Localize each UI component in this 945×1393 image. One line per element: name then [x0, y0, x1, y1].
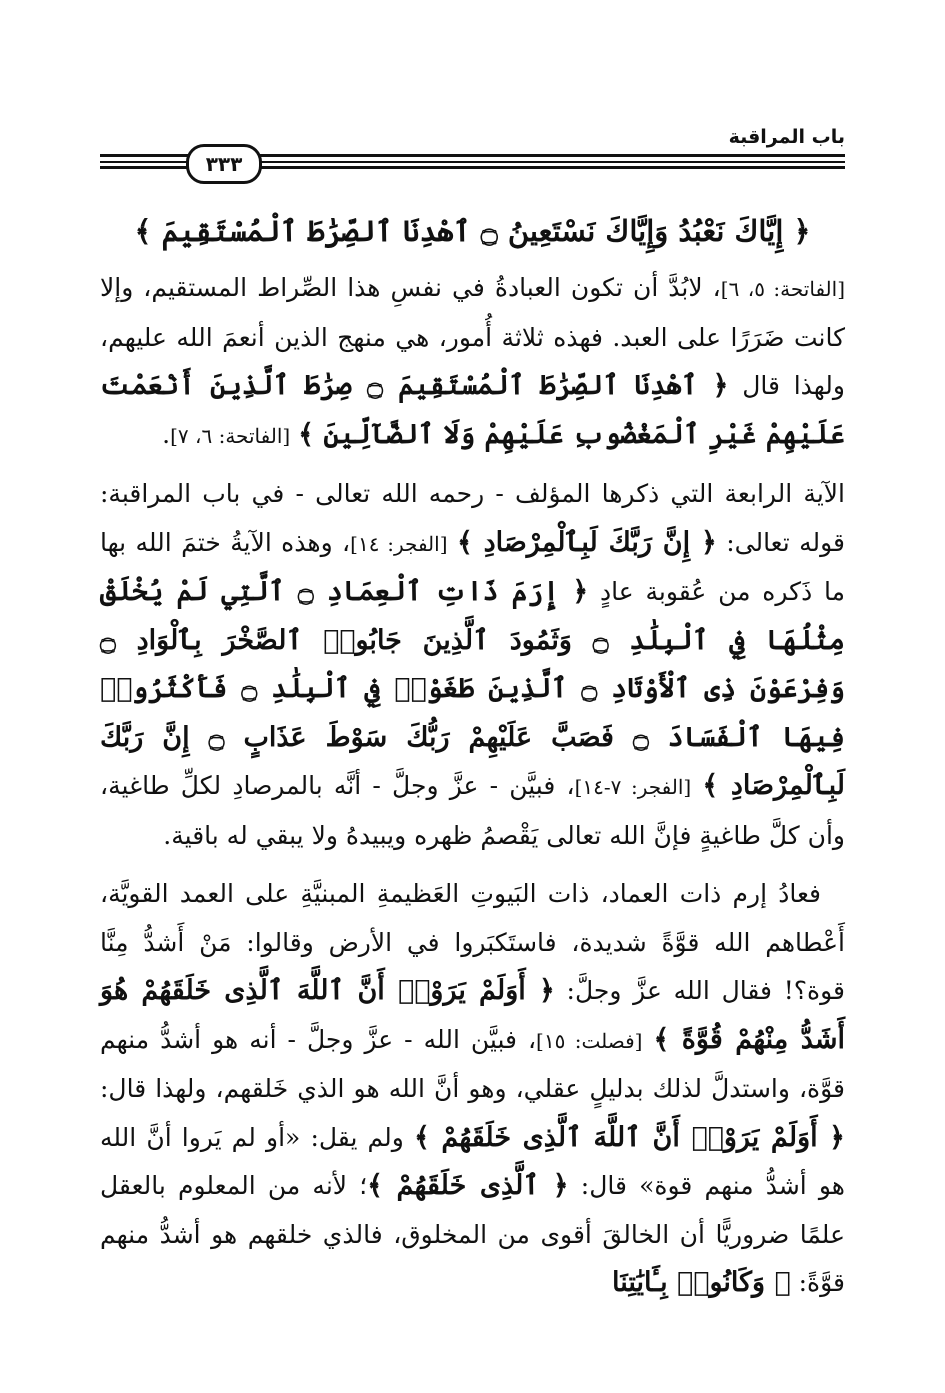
paragraph-text: فعادُ إرم ذات العماد، ذات البَيوتِ العَظيمةِ المبنيَّةِ على العمد القويَّة، أَعْطاهم الله قوَّةً شديدة، فاستَكبَروا في الأرض وقالوا: مَنْ أَشدُّ مِنَّا قوة؟! فقال الله عزَّ وجلَّ: [100, 879, 845, 1005]
quran-verse: ﴿ إِيَّاكَ نَعْبُدُ وَإِيَّاكَ نَسْتَعِينُ ۝ ٱهْدِنَا ٱلصِّرَٰطَ ٱلْمُسْتَقِيمَ ﴾ [134, 214, 811, 248]
verse-reference: [الفاتحة: ٥، ٦] [720, 277, 846, 301]
verse-reference: [الفجر: ٧-١٤] [574, 775, 692, 799]
paragraph-text: ، فبيَّن - عزَّ وجلَّ - أنَّه بالمرصادِ لكلِّ طاغية، وأن كلَّ طاغيةٍ فإنَّ الله تعالى يَقْصمُ ظهره ويبيدهُ ولا يبقي له باقية. [100, 771, 845, 850]
chapter-title: باب المراقبة [728, 126, 845, 148]
paragraph [100, 470, 845, 860]
page-number: ٣٣٣ [186, 144, 262, 184]
paragraph: [الفاتحة: ٥، ٦]، لابُدَّ أن تكون العبادةُ في نفسِ هذا الصِّراط المستقيم، وإلا كانت ضَرَرًا على العبد. فهذه ثلاثة أُمور، هي منهج الذين أنعمَ الله عليهم، ولهذا قال ﴿ ٱهْدِنَا ٱلصِّرَٰطَ ٱلْمُسْتَقِيمَ ۝ صِرَٰطَ ٱلَّذِينَ أَنْعَمْتَ عَلَيْهِمْ غَيْرِ ٱلْمَغْضُوبِ عَلَيْهِمْ وَلَا ٱلضَّآلِّينَ ﴾ [الفاتحة: ٦، ٧]. [100, 273, 846, 450]
paragraph-text: ولم يقل: «أو لم يَروا أنَّ الله هو أشدُّ منهم قوة» قال: [100, 1122, 845, 1200]
paragraph-text: ، فبيَّن الله - عزَّ وجلَّ - أنه هو أشدُّ منهم قوَّة، واستدلَّ لذلك بدليلٍ عقلي، وهو أنَّ الله هو الذي خَلقهم، ولهذا قال: [100, 1024, 845, 1103]
quran-verse: ﴿ ٱلَّذِى خَلَقَهُمْ ﴾ [367, 1170, 569, 1201]
paragraph-text: الآية الرابعة التي ذكرها المؤلف - رحمه الله تعالى - في باب المراقبة: قوله تعالى: [100, 479, 845, 557]
quran-verse: ﴿ أَوَلَمْ يَرَوْا۟ أَنَّ ٱللَّهَ ٱلَّذِى خَلَقَهُمْ ﴾ [413, 1121, 845, 1153]
quran-verse: ﴿ وَكَانُوا۟ بِـَٔايَٰتِنَا [611, 1267, 791, 1298]
paragraph [100, 870, 845, 1308]
paragraph-text: ، وهذه الآيةُ ختمَ الله بها ما ذَكره من عُقوبة عادٍ [100, 527, 846, 606]
paragraph-text: ؛ لأنه من المعلوم بالعقل علمًا ضروريًّا أن الخالقَ أقوى من المخلوق، فالذي خلقهم هو أشدُّ منهم قوَّةً: [100, 1171, 845, 1297]
quran-verse: ﴿ إِنَّ رَبَّكَ لَبِٱلْمِرْصَادِ ﴾ [456, 526, 717, 558]
quran-verse: ﴿ إِرَمَ ذَاتِ ٱلْعِمَادِ ۝ ٱلَّتِي لَمْ يُخْلَقْ مِثْلُهَا فِي ٱلْبِلَٰدِ ۝ وَثَمُودَ ٱلَّذِينَ جَابُوا۟ ٱلصَّخْرَ بِٱلْوَادِ ۝ وَفِرْعَوْنَ ذِى ٱلْأَوْتَادِ ۝ ٱلَّذِينَ طَغَوْا۟ فِي ٱلْبِلَٰدِ ۝ فَأَكْثَرُوا۟ فِيهَا ٱلْفَسَادَ ۝ فَصَبَّ عَلَيْهِمْ رَبُّكَ سَوْطَ عَذَابٍ ۝ إِنَّ رَبَّكَ لَبِٱلْمِرْصَادِ ﴾ [100, 576, 845, 801]
page-header [100, 120, 845, 182]
verse-reference: [فصلت: ١٥] [536, 1028, 643, 1053]
quran-verse: ﴿ ٱهْدِنَا ٱلصِّرَٰطَ ٱلْمُسْتَقِيمَ ۝ صِرَٰطَ ٱلَّذِينَ أَنْعَمْتَ عَلَيْهِمْ غَيْرِ ٱلْمَغْضُوبِ عَلَيْهِمْ وَلَا ٱلضَّآلِّينَ ﴾ [100, 370, 845, 450]
quran-verse: ﴿ أَوَلَمْ يَرَوْا۟ أَنَّ ٱللَّهَ ٱلَّذِى خَلَقَهُمْ هُوَ أَشَدُّ مِنْهُمْ قُوَّةً ﴾ [100, 975, 846, 1055]
paragraph-text: ، لابُدَّ أن تكون العبادةُ في نفسِ هذا الصِّراط المستقيم، وإلا كانت ضَرَرًا على العبد. فهذه ثلاثة أُمور، هي منهج الذين أنعمَ الله عليهم، ولهذا قال [100, 273, 845, 400]
page-body [100, 200, 845, 1340]
verse-reference: [الفجر: ١٤] [350, 531, 448, 556]
verse-reference: [الفاتحة: ٦، ٧] [170, 423, 291, 448]
